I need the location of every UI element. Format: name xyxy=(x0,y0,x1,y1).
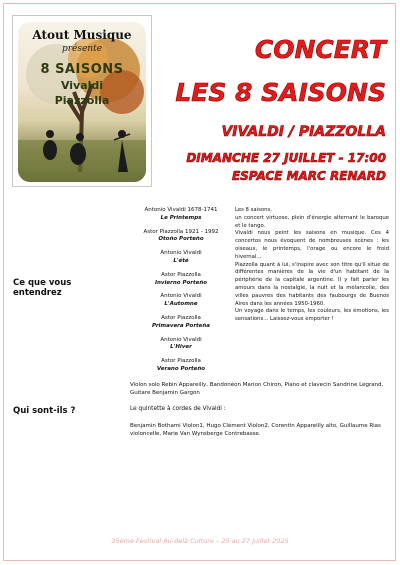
poster-image xyxy=(12,15,152,187)
program-item: Astor Piazzolla Primavera Porteña xyxy=(151,314,211,329)
event-venue: ESPACE MARC RENARD xyxy=(231,169,386,183)
program-list xyxy=(130,207,232,374)
poster-illustration xyxy=(18,22,146,182)
concert-heading: CONCERT xyxy=(254,35,386,64)
composers-heading: VIVALDI / PIAZZOLLA xyxy=(221,124,386,140)
program-item: Antonio Vivaldi L'Hiver xyxy=(160,336,202,351)
event-date: DIMANCHE 27 JUILLET - 17:00 xyxy=(186,151,386,165)
program-item: Astor Piazzolla Invierno Porteño xyxy=(154,271,208,286)
program-item: Antonio Vivaldi L'Automne xyxy=(160,293,202,308)
poster-presents: présente xyxy=(61,44,103,54)
poster-title: 8 SAISONS xyxy=(40,62,124,77)
program-item: Astor Piazzolla 1921 - 1992 Otoño Porteño xyxy=(143,228,219,243)
event-title: LES 8 SAISONS xyxy=(175,78,386,107)
musicians-text: Violon solo Rebin Appareilly, Bandonéon Marion Chiron, Piano et clavecin Sandrine Legrand, Guitare Benjamin Gargon xyxy=(130,382,384,396)
program-description: Les 8 saisons, un concert virtuose, plein d'énergie alternant le baroque et le tango. Vivaldi nous peint les saisons en musique. Ces 4 concertos nous évoquent de nombreuses scènes : les oiseaux, le printemps, l'orage ou encore le froid hivernal... Piazzolla quant à lui, s'inspire avec son titre qu'il situe de différentes manières de la vie d'un habitant de la périphérie de la capitale argentine. Il y fait parler les amours dans la nostalgie, la nuit et la mélancolie, des villes pauvres des habitants des faubourgs de Buenos Aires dans les années 1950-1960. Un voyage dans le temps, les couleurs, les émotions, les sensations... Laissez-vous emporter ! xyxy=(235,207,389,323)
program-label: Ce que vous entendrez xyxy=(13,278,72,298)
poster-composer-2: Piazzolla xyxy=(54,94,110,107)
quintet-members: Benjamin Bothami Violon1, Hugo Clément Violon2, Corentin Appareilly alto, Guillaume Rias violoncelle, Marie Van Wynsberge Contrebasse. xyxy=(130,423,381,437)
poster-composer-1: Vivaldi xyxy=(60,79,104,92)
who-label: Qui sont-ils ? xyxy=(13,406,76,416)
footer: 35ème Festival Au-delà Culture – 25 au 27 juillet 2025 xyxy=(111,537,289,545)
program-item: Astor Piazzolla Verano Porteño xyxy=(156,358,206,372)
program-item: Antonio Vivaldi 1678-1741 Le Printemps xyxy=(144,207,218,221)
program-item: Antonio Vivaldi L'été xyxy=(160,250,202,264)
poster-org: Atout Musique xyxy=(32,28,132,42)
quintet-title: Le quintette à cordes de Vivaldi : xyxy=(130,406,226,412)
